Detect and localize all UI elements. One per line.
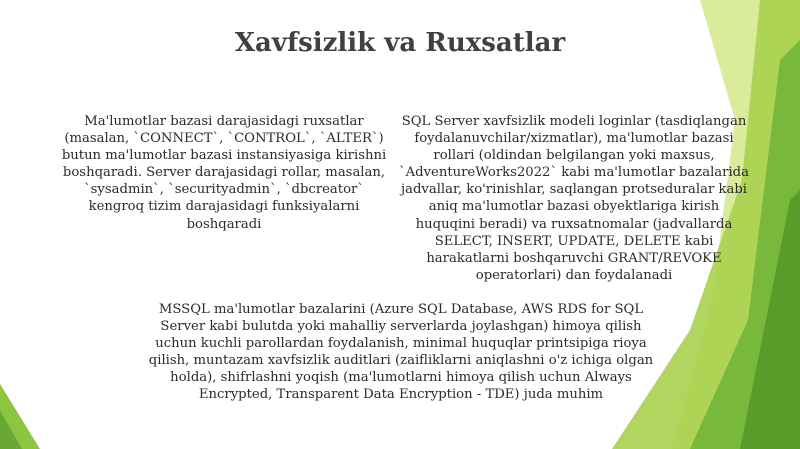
paragraph-database-permissions: Ma'lumotlar bazasi darajasidagi ruxsatlar (masalan, `CONNECT`, `CONTROL`, `ALTER`) butun ma'lumotlar bazasi instansiyasiga kirishni boshqaradi. Server darajasidagi rollar, masalan, `sysadmin`, `securityadmin`, `dbcreator` kengroq tizim darajasidagi funksiyalarni boshqaradi <box>61 114 387 232</box>
paragraph-security-model: SQL Server xavfsizlik modeli loginlar (tasdiqlangan foydalanuvchilar/xizmatlar), ma'lumotlar bazasi rollari (oldindan belgilangan yoki maxsus, `AdventureWorks2022` kabi ma'lumotlar bazalarida jadvallar, ko'rinishlar, saqlangan protseduralar kabi aniq ma'lumotlar bazasi obyektlariga kirish huquqini beradi) va ruxsatnomalar (jadvallarda SELECT, INSERT, UPDATE, DELETE kabi harakatlarni boshqaruvchi GRANT/REVOKE operatorlari) dan foydalanadi <box>399 114 749 283</box>
paragraph-best-practices: MSSQL ma'lumotlar bazalarini (Azure SQL Database, AWS RDS for SQL Server kabi bulutda yoki mahalliy serverlarda joylashgan) himoya qilish uchun kuchli parollardan foydalanish, minimal huquqlar printsipiga rioya qilish, muntazam xavfsizlik auditlari (zaifliklarni aniqlashni o'z ichiga olgan holda), shifrlashni yoqish (ma'lumotlarni himoya qilish uchun Always Encrypted, Transparent Data Encryption - TDE) juda muhim <box>148 302 654 403</box>
slide-title: Xavfsizlik va Ruxsatlar <box>234 28 566 58</box>
